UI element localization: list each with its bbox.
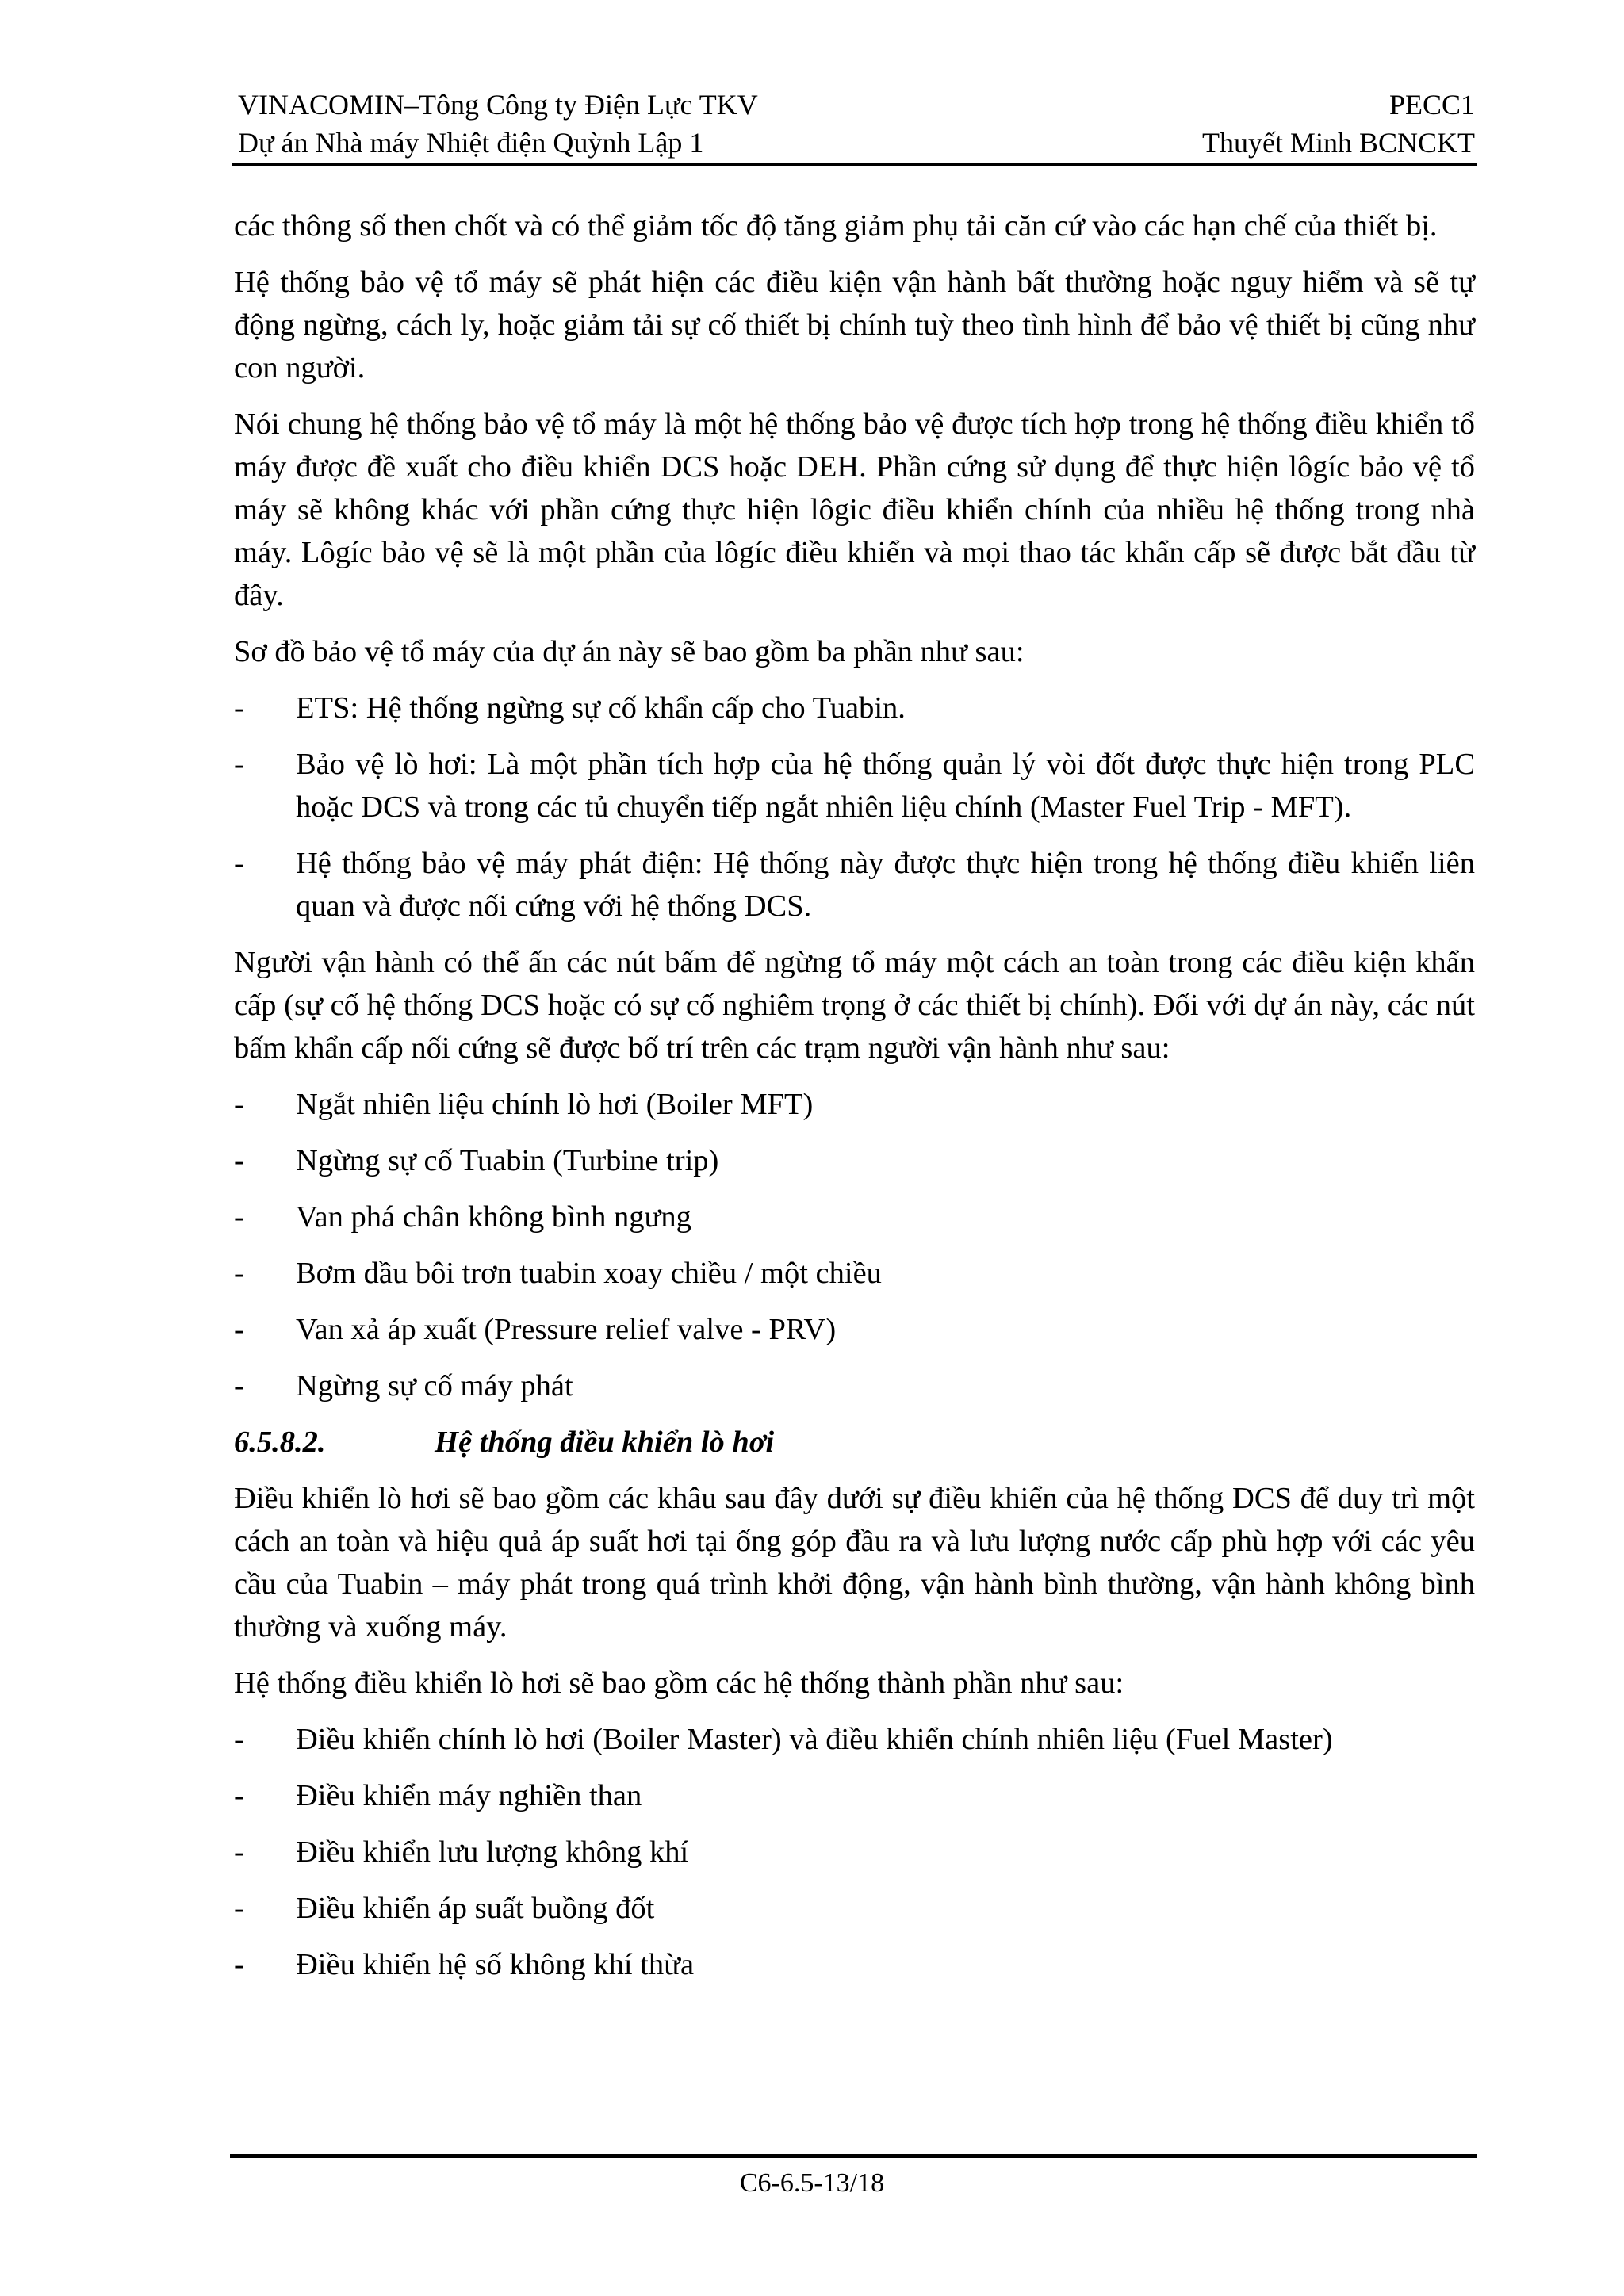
bullet-dash: -	[234, 1257, 244, 1290]
header-divider	[232, 163, 1477, 166]
list-item	[234, 1308, 1475, 1351]
bullet-dash: -	[234, 1779, 244, 1812]
bullet-dash: -	[234, 1313, 244, 1346]
list-item	[234, 842, 1475, 928]
list-item	[234, 1831, 1475, 1873]
list-item-text: Ngừng sự cố máy phát	[296, 1369, 573, 1402]
header-row-2	[238, 124, 1475, 162]
list-item-text: Van phá chân không bình ngưng	[296, 1200, 691, 1234]
list-item-text: Bơm dầu bôi trơn tuabin xoay chiều / một chiều	[296, 1257, 882, 1290]
bullet-dash: -	[234, 748, 244, 781]
header-row-1	[238, 86, 1475, 124]
bullet-dash: -	[234, 1088, 244, 1121]
section-heading	[234, 1421, 1475, 1464]
paragraph: Người vận hành có thể ấn các nút bấm để ngừng tổ máy một cách an toàn trong các điều kiện khẩn cấp (sự cố hệ thống DCS hoặc có sự cố nghiêm trọng ở các thiết bị chính). Đối với dự án này, các nút bấm khẩn cấp nối cứng sẽ được bố trí trên các trạm người vận hành như sau:	[234, 946, 1475, 1065]
paragraph: Nói chung hệ thống bảo vệ tổ máy là một hệ thống bảo vệ được tích hợp trong hệ thống điều khiển tổ máy được đề xuất cho điều khiển DCS hoặc DEH. Phần cứng sử dụng để thực hiện lôgíc bảo vệ tổ máy sẽ không khác với phần cứng thực hiện lôgic điều khiển chính của nhiều hệ thống trong nhà máy. Lôgíc bảo vệ sẽ là một phần của lôgíc điều khiển và mọi thao tác khẩn cấp sẽ được bắt đầu từ đây.	[234, 408, 1475, 612]
paragraph: Hệ thống bảo vệ tổ máy sẽ phát hiện các điều kiện vận hành bất thường hoặc nguy hiểm và sẽ tự động ngừng, cách ly, hoặc giảm tải sự cố thiết bị chính tuỳ theo tình hình để bảo vệ thiết bị cũng như con người.	[234, 266, 1475, 385]
boiler-control-subsystems-list	[234, 1718, 1475, 1986]
paragraph: các thông số then chốt và có thể giảm tốc độ tăng giảm phụ tải căn cứ vào các hạn chế của thiết bị.	[234, 209, 1438, 243]
header-company: VINACOMIN–Tông Công ty Điện Lực TKV	[238, 89, 758, 121]
list-item-text: Điều khiển lưu lượng không khí	[296, 1835, 689, 1869]
page-content	[234, 205, 1475, 1999]
section-number: 6.5.8.2.	[234, 1425, 326, 1459]
bullet-dash: -	[234, 1200, 244, 1234]
list-item-text: ETS: Hệ thống ngừng sự cố khẩn cấp cho Tuabin.	[296, 691, 906, 725]
header-doc-type: Thuyết Minh BCNCKT	[1201, 127, 1475, 159]
list-item	[234, 1887, 1475, 1930]
section-title: Hệ thống điều khiển lò hơi	[435, 1425, 775, 1459]
list-item	[234, 1364, 1475, 1407]
list-item	[234, 1196, 1475, 1238]
bullet-dash: -	[234, 1723, 244, 1756]
bullet-dash: -	[234, 1144, 244, 1177]
page-header	[238, 86, 1475, 163]
bullet-dash: -	[234, 1948, 244, 1981]
list-item-text: Van xả áp xuất (Pressure relief valve - PRV)	[296, 1313, 837, 1346]
list-item-text: Điều khiển máy nghiền than	[296, 1779, 642, 1812]
list-item-text: Ngắt nhiên liệu chính lò hơi (Boiler MFT)	[296, 1088, 814, 1121]
paragraph: Sơ đồ bảo vệ tổ máy của dự án này sẽ bao gồm ba phần như sau:	[234, 635, 1025, 668]
list-item	[234, 687, 1475, 729]
list-item-text: Điều khiển áp suất buồng đốt	[296, 1892, 655, 1925]
bullet-dash: -	[234, 1892, 244, 1925]
bullet-dash: -	[234, 1369, 244, 1402]
list-item	[234, 1083, 1475, 1126]
list-item	[234, 1774, 1475, 1817]
list-item-text: Điều khiển chính lò hơi (Boiler Master) và điều khiển chính nhiên liệu (Fuel Master)	[296, 1723, 1333, 1756]
list-item-text: Hệ thống bảo vệ máy phát điện: Hệ thống này được thực hiện trong hệ thống điều khiển liên quan và được nối cứng với hệ thống DCS.	[296, 847, 1475, 923]
bullet-dash: -	[234, 1835, 244, 1869]
footer-divider	[230, 2154, 1477, 2158]
paragraph: Điều khiển lò hơi sẽ bao gồm các khâu sau đây dưới sự điều khiển của hệ thống DCS để duy trì một cách an toàn và hiệu quả áp suất hơi tại ống góp đầu ra và lưu lượng nước cấp phù hợp với các yêu cầu của Tuabin – máy phát trong quá trình khởi động, vận hành bình thường, vận hành không bình thường và xuống máy.	[234, 1482, 1475, 1644]
protection-parts-list	[234, 687, 1475, 928]
list-item	[234, 1943, 1475, 1986]
header-project: Dự án Nhà máy Nhiệt điện Quỳnh Lập 1	[238, 127, 704, 159]
page-number: C6-6.5-13/18	[739, 2168, 885, 2198]
list-item	[234, 1139, 1475, 1182]
bullet-dash: -	[234, 691, 244, 725]
list-item	[234, 1718, 1475, 1761]
list-item-text: Ngừng sự cố Tuabin (Turbine trip)	[296, 1144, 719, 1177]
bullet-dash: -	[234, 847, 244, 880]
list-item	[234, 1252, 1475, 1295]
list-item-text: Điều khiển hệ số không khí thừa	[296, 1948, 695, 1981]
emergency-buttons-list	[234, 1083, 1475, 1407]
header-code: PECC1	[1388, 89, 1475, 121]
paragraph: Hệ thống điều khiển lò hơi sẽ bao gồm các hệ thống thành phần như sau:	[234, 1667, 1124, 1700]
list-item	[234, 743, 1475, 828]
list-item-text: Bảo vệ lò hơi: Là một phần tích hợp của hệ thống quản lý vòi đốt được thực hiện trong PLC hoặc DCS và trong các tủ chuyển tiếp ngắt nhiên liệu chính (Master Fuel Trip - MFT).	[296, 748, 1475, 824]
